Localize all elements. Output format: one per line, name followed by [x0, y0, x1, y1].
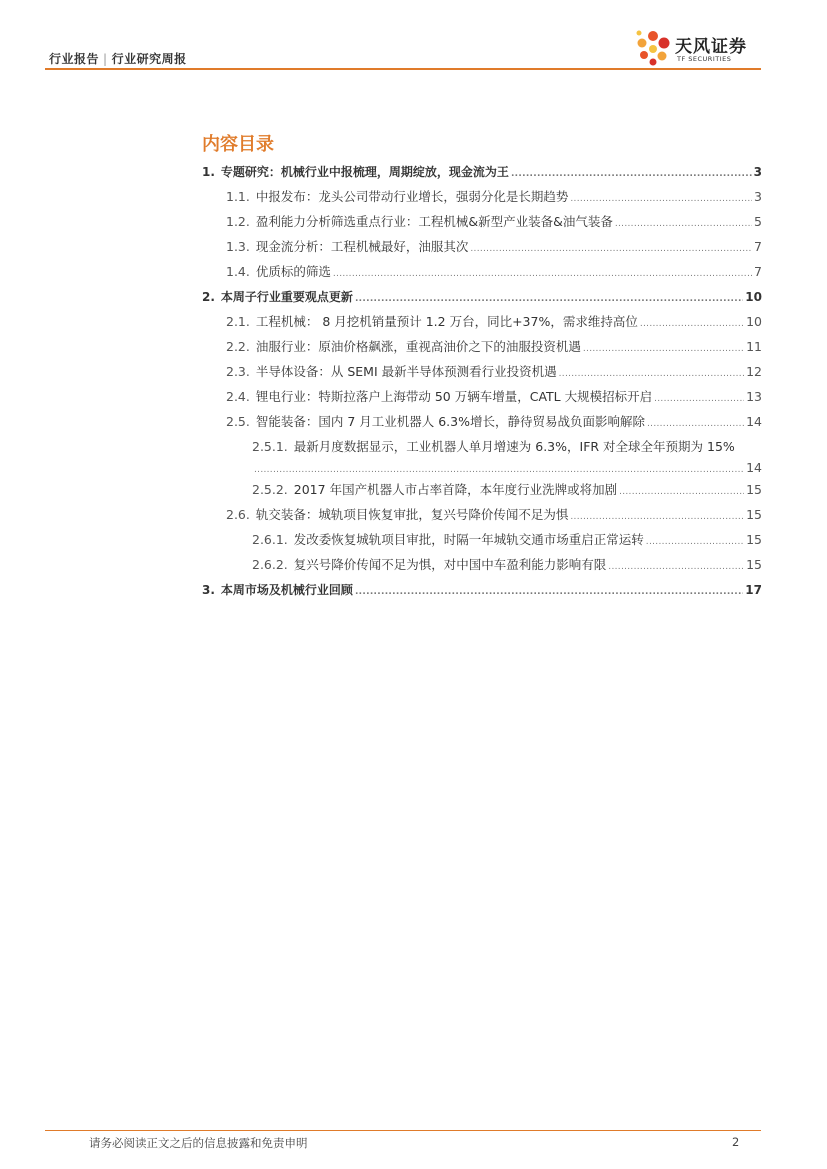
toc-entry-page: 14 — [746, 414, 762, 429]
toc-entry-text: 中报发布：龙头公司带动行业增长，强弱分化是长期趋势 — [255, 189, 569, 204]
toc-entry[interactable] — [202, 288, 762, 306]
toc-entry-continuation — [252, 459, 762, 477]
toc-entry[interactable] — [226, 188, 762, 206]
toc-entry-number: 3. — [202, 583, 215, 597]
toc-entry-leader — [640, 313, 744, 333]
header-separator: | — [103, 52, 108, 66]
toc-entry[interactable] — [226, 313, 762, 331]
toc-entry-text: 发改委恢复城轨项目审批，时隔一年城轨交通市场重启正常运转 — [293, 532, 644, 547]
toc-entry-leader — [559, 363, 744, 383]
toc-entry[interactable] — [226, 213, 762, 231]
toc-entry[interactable] — [252, 556, 762, 574]
toc-entry[interactable] — [202, 163, 762, 181]
toc-entry-leader — [470, 238, 752, 258]
toc-entry-number: 2.5. — [226, 414, 250, 429]
toc-entry-leader — [615, 213, 752, 233]
toc-entry-page: 7 — [754, 239, 762, 254]
toc-entry-leader — [254, 459, 744, 479]
toc-entry[interactable] — [202, 581, 762, 599]
toc-entry-page: 3 — [754, 189, 762, 204]
toc-entry-leader — [570, 506, 744, 526]
toc-entry-leader — [646, 531, 744, 551]
toc-entry-leader — [570, 188, 752, 208]
footer-page-number: 2 — [732, 1135, 740, 1149]
toc-entry[interactable] — [226, 363, 762, 381]
toc-entry-number: 2.2. — [226, 339, 250, 354]
toc-entry-page: 7 — [754, 264, 762, 279]
toc-entry-number: 1.2. — [226, 214, 250, 229]
toc-entry-text: 优质标的筛选 — [255, 264, 331, 279]
toc-entry-page: 15 — [746, 482, 762, 497]
toc-entry-page: 12 — [746, 364, 762, 379]
toc-entry-page: 11 — [746, 339, 762, 354]
flower-logo-icon — [633, 28, 673, 70]
toc-entry-page: 3 — [753, 165, 762, 179]
toc-entry[interactable] — [226, 238, 762, 256]
toc-entry-page: 13 — [746, 389, 762, 404]
toc-entry-text: 盈利能力分析筛选重点行业：工程机械&新型产业装备&油气装备 — [255, 214, 613, 229]
toc-entry-leader — [647, 413, 744, 433]
toc-entry-number: 2. — [202, 290, 215, 304]
toc-entry-text: 半导体设备：从 SEMI 最新半导体预测看行业投资机遇 — [255, 364, 557, 379]
toc-entry-leader — [355, 581, 743, 601]
toc-entry-page: 17 — [745, 583, 762, 597]
toc-entry-leader — [583, 338, 744, 358]
toc-entry[interactable] — [226, 388, 762, 406]
toc-entry-page: 14 — [746, 460, 762, 475]
toc-entry-leader — [333, 263, 752, 283]
toc-entry-leader — [511, 163, 752, 183]
toc-entry-page: 15 — [746, 507, 762, 522]
toc-entry-text: 复兴号降价传闻不足为惧，对中国中车盈利能力影响有限 — [293, 557, 607, 572]
toc-entry-text: 2017 年国产机器人市占率首降，本年度行业洗牌或将加剧 — [293, 482, 618, 497]
toc-entry[interactable] — [226, 506, 762, 524]
toc-entry-number: 2.3. — [226, 364, 250, 379]
toc-entry-number: 1.4. — [226, 264, 250, 279]
toc-entry-page: 5 — [754, 214, 762, 229]
toc-entry-text: 锂电行业：特斯拉落户上海带动 50 万辆车增量，CATL 大规模招标开启 — [255, 389, 653, 404]
toc-entry-number: 2.5.2. — [252, 482, 288, 497]
toc-entry-page: 15 — [746, 532, 762, 547]
footer-disclaimer: 请务必阅读正文之后的信息披露和免责申明 — [89, 1136, 308, 1150]
toc-entry-leader — [654, 388, 744, 408]
toc-entry-number: 2.6.1. — [252, 532, 288, 547]
footer-divider — [45, 1130, 761, 1131]
header-category-label: 行业报告 — [49, 52, 100, 66]
toc-entry[interactable] — [252, 438, 762, 456]
header-category — [49, 50, 187, 67]
toc-entry[interactable] — [226, 338, 762, 356]
toc-entry-text: 专题研究：机械行业中报梳理，周期绽放，现金流为王 — [220, 165, 509, 179]
toc-entry[interactable] — [226, 263, 762, 281]
toc-entry[interactable] — [226, 413, 762, 431]
toc-entry-page: 10 — [745, 290, 762, 304]
toc-entry-number: 1.1. — [226, 189, 250, 204]
header-divider — [45, 68, 761, 70]
toc-title: 内容目录 — [202, 134, 274, 155]
toc-entry-text: 最新月度数据显示，工业机器人单月增速为 6.3%，IFR 对全球全年预期为 15% — [293, 439, 735, 454]
toc-entry-text: 现金流分析：工程机械最好，油服其次 — [255, 239, 469, 254]
toc-entry-text: 本周子行业重要观点更新 — [220, 290, 353, 304]
toc-entry-text: 工程机械： 8 月挖机销量预计 1.2 万台，同比+37%，需求维持高位 — [255, 314, 638, 329]
company-logo — [633, 28, 761, 68]
toc-entry-number: 1.3. — [226, 239, 250, 254]
toc-entry-number: 2.1. — [226, 314, 250, 329]
toc-entry-page: 10 — [746, 314, 762, 329]
toc-entry-leader — [355, 288, 743, 308]
toc-entry-number: 2.4. — [226, 389, 250, 404]
toc-entry-leader — [608, 556, 744, 576]
logo-name: 天风证券 — [675, 37, 747, 57]
toc-entry-page: 15 — [746, 557, 762, 572]
toc-entry-text: 智能装备：国内 7 月工业机器人 6.3%增长，静待贸易战负面影响解除 — [255, 414, 645, 429]
toc-entry-number: 2.5.1. — [252, 439, 288, 454]
toc-entry-text: 油服行业：原油价格飙涨，重视高油价之下的油服投资机遇 — [255, 339, 581, 354]
toc-entry-number: 2.6. — [226, 507, 250, 522]
toc-entry-text: 本周市场及机械行业回顾 — [220, 583, 353, 597]
toc-entry-text: 轨交装备：城轨项目恢复审批，复兴号降价传闻不足为惧 — [255, 507, 569, 522]
toc-entry-number: 2.6.2. — [252, 557, 288, 572]
toc-entry-number: 1. — [202, 165, 215, 179]
toc-entry[interactable] — [252, 531, 762, 549]
toc-entry[interactable] — [252, 481, 762, 499]
logo-subtitle: TF SECURITIES — [677, 55, 732, 63]
header-subcategory-label: 行业研究周报 — [111, 52, 187, 66]
toc-entry-leader — [619, 481, 744, 501]
